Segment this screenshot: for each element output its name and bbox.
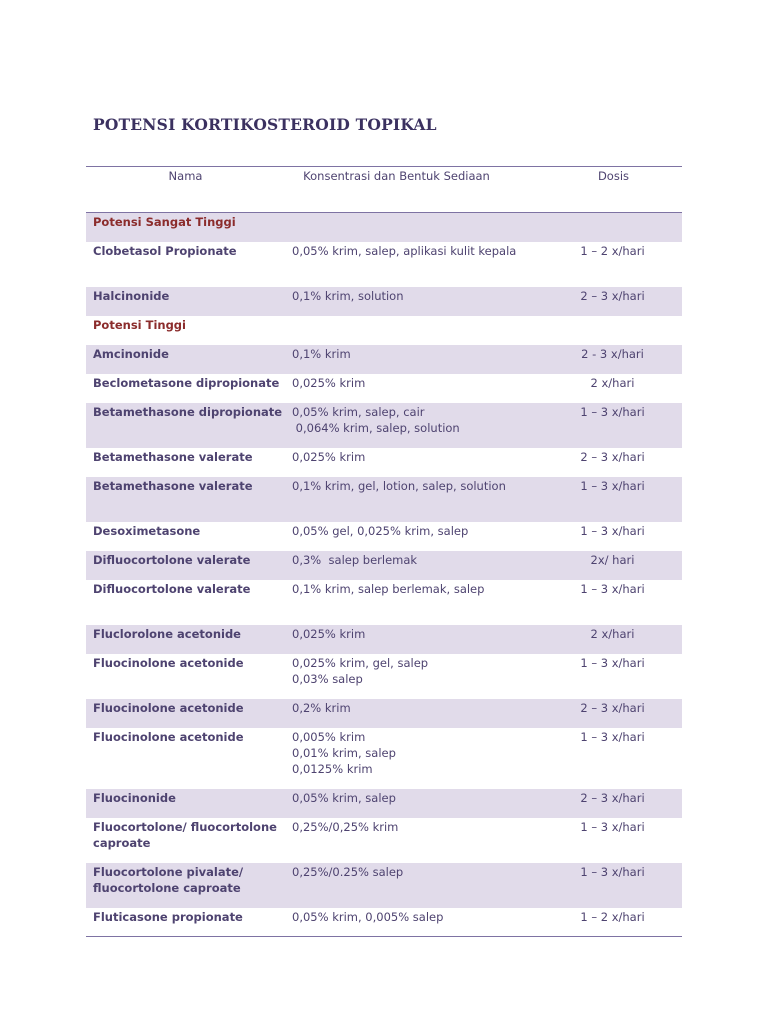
table-row: [86, 654, 682, 699]
corticosteroid-table: [86, 166, 682, 937]
concentration-line: 0,05% krim, salep: [292, 790, 396, 805]
concentration-cell: [285, 403, 525, 448]
concentration-line: 0,0125% krim: [292, 761, 373, 776]
table-row: [86, 551, 682, 580]
concentration-cell: [285, 580, 525, 625]
table-row: [86, 580, 682, 625]
empty-cell: [525, 316, 682, 345]
concentration-cell: [285, 654, 525, 699]
concentration-line: 0,03% salep: [292, 671, 363, 686]
concentration-cell: [285, 908, 525, 937]
column-header-nama: Nama: [86, 167, 285, 213]
column-header-dosis: Dosis: [525, 167, 682, 213]
empty-cell: [285, 316, 525, 345]
dosage-cell: 2x/ hari: [525, 551, 682, 580]
column-header-konsentrasi: Konsentrasi dan Bentuk Sediaan: [285, 167, 525, 213]
table-row: [86, 818, 682, 863]
table-row: [86, 789, 682, 818]
drug-name-cell: Fluclorolone acetonide: [86, 625, 285, 654]
drug-name-cell: Fluocortolone/ fluocortolone caproate: [93, 819, 277, 850]
concentration-line: 0,2% krim: [292, 700, 351, 715]
concentration-cell: [285, 863, 525, 908]
dosage-cell: 2 – 3 x/hari: [525, 789, 682, 818]
concentration-line: 0,1% krim: [292, 346, 351, 361]
concentration-cell: [285, 699, 525, 728]
dosage-cell: 1 – 3 x/hari: [525, 477, 682, 522]
concentration-line: 0,1% krim, salep berlemak, salep: [292, 581, 485, 596]
drug-name-cell: Amcinonide: [86, 345, 285, 374]
drug-name-cell: Halcinonide: [86, 287, 285, 316]
section-row: [86, 213, 682, 242]
table-row: [86, 374, 682, 403]
dosage-cell: 2 - 3 x/hari: [525, 345, 682, 374]
drug-name-cell: Difluocortolone valerate: [93, 581, 251, 596]
dosage-cell: 1 – 3 x/hari: [580, 655, 645, 670]
empty-cell: [525, 213, 682, 242]
drug-name-cell: Fluocinolone acetonide: [93, 655, 244, 670]
table-row: [86, 345, 682, 374]
dosage-cell: 2 x/hari: [525, 625, 682, 654]
page-title: POTENSI KORTIKOSTEROID TOPIKAL: [93, 115, 437, 134]
table-row: [86, 699, 682, 728]
empty-cell: [285, 213, 525, 242]
drug-name-cell: Fluocortolone pivalate/ fluocortolone caproate: [86, 863, 285, 908]
concentration-line: 0,01% krim, salep: [292, 745, 396, 760]
drug-name-cell: Clobetasol Propionate: [93, 243, 237, 258]
concentration-cell: [285, 374, 525, 403]
table-row: [86, 448, 682, 477]
concentration-line: 0,1% krim, gel, lotion, salep, solution: [292, 478, 506, 493]
dosage-cell: 1 – 3 x/hari: [580, 523, 645, 538]
table-row: [86, 522, 682, 551]
concentration-cell: [285, 448, 525, 477]
table-row: [86, 242, 682, 287]
dosage-cell: 1 – 3 x/hari: [580, 729, 645, 744]
dosage-cell: 2 x/hari: [590, 375, 635, 390]
concentration-cell: [285, 625, 525, 654]
drug-name-cell: Fluocinolone acetonide: [86, 699, 285, 728]
drug-name-cell: Fluocinonide: [86, 789, 285, 818]
drug-name-cell: Beclometasone dipropionate: [93, 375, 280, 390]
concentration-cell: [285, 818, 525, 863]
drug-name-cell: Fluocinolone acetonide: [93, 729, 244, 744]
concentration-line: 0,1% krim, solution: [292, 288, 404, 303]
drug-name-cell: Betamethasone dipropionate: [86, 403, 285, 448]
concentration-line: 0,05% krim, salep, aplikasi kulit kepala: [292, 243, 517, 258]
dosage-cell: 1 – 2 x/hari: [580, 909, 645, 924]
concentration-line: 0,25%/0,25% krim: [292, 819, 399, 834]
concentration-cell: [285, 287, 525, 316]
concentration-line: 0,3% salep berlemak: [292, 552, 418, 567]
concentration-cell: [285, 551, 525, 580]
dosage-cell: 1 – 3 x/hari: [580, 581, 645, 596]
concentration-line: 0,025% krim: [292, 449, 366, 464]
section-heading: Potensi Tinggi: [93, 317, 186, 332]
concentration-cell: [285, 242, 525, 287]
concentration-line: 0,064% krim, salep, solution: [292, 420, 460, 435]
table-row: [86, 477, 682, 522]
concentration-cell: [285, 477, 525, 522]
table-row: [86, 287, 682, 316]
drug-name-cell: Fluticasone propionate: [93, 909, 243, 924]
concentration-cell: [285, 522, 525, 551]
concentration-line: 0,025% krim, gel, salep: [292, 655, 429, 670]
concentration-line: 0,25%/0.25% salep: [292, 864, 404, 879]
concentration-line: 0,05% krim, salep, cair: [292, 404, 425, 419]
concentration-line: 0,05% gel, 0,025% krim, salep: [292, 523, 469, 538]
table-header-row: [86, 167, 682, 213]
dosage-cell: 2 – 3 x/hari: [525, 287, 682, 316]
dosage-cell: 1 – 2 x/hari: [580, 243, 645, 258]
drug-name-cell: Betamethasone valerate: [93, 449, 253, 464]
dosage-cell: 1 – 3 x/hari: [525, 863, 682, 908]
section-heading: Potensi Sangat Tinggi: [86, 213, 285, 242]
table-row: [86, 908, 682, 937]
concentration-cell: [285, 789, 525, 818]
dosage-cell: 1 – 3 x/hari: [580, 819, 645, 834]
table-row: [86, 625, 682, 654]
concentration-line: 0,025% krim: [292, 626, 366, 641]
concentration-line: 0,025% krim: [292, 375, 366, 390]
concentration-cell: [285, 345, 525, 374]
concentration-line: 0,05% krim, 0,005% salep: [292, 909, 444, 924]
concentration-line: 0,005% krim: [292, 729, 366, 744]
drug-name-cell: Difluocortolone valerate: [86, 551, 285, 580]
table-row: [86, 403, 682, 448]
table-row: [86, 863, 682, 908]
dosage-cell: 2 – 3 x/hari: [580, 449, 645, 464]
dosage-cell: 1 – 3 x/hari: [525, 403, 682, 448]
drug-name-cell: Betamethasone valerate: [86, 477, 285, 522]
table-row: [86, 728, 682, 789]
drug-name-cell: Desoximetasone: [93, 523, 201, 538]
dosage-cell: 2 – 3 x/hari: [525, 699, 682, 728]
concentration-cell: [285, 728, 525, 789]
section-row: [86, 316, 682, 345]
